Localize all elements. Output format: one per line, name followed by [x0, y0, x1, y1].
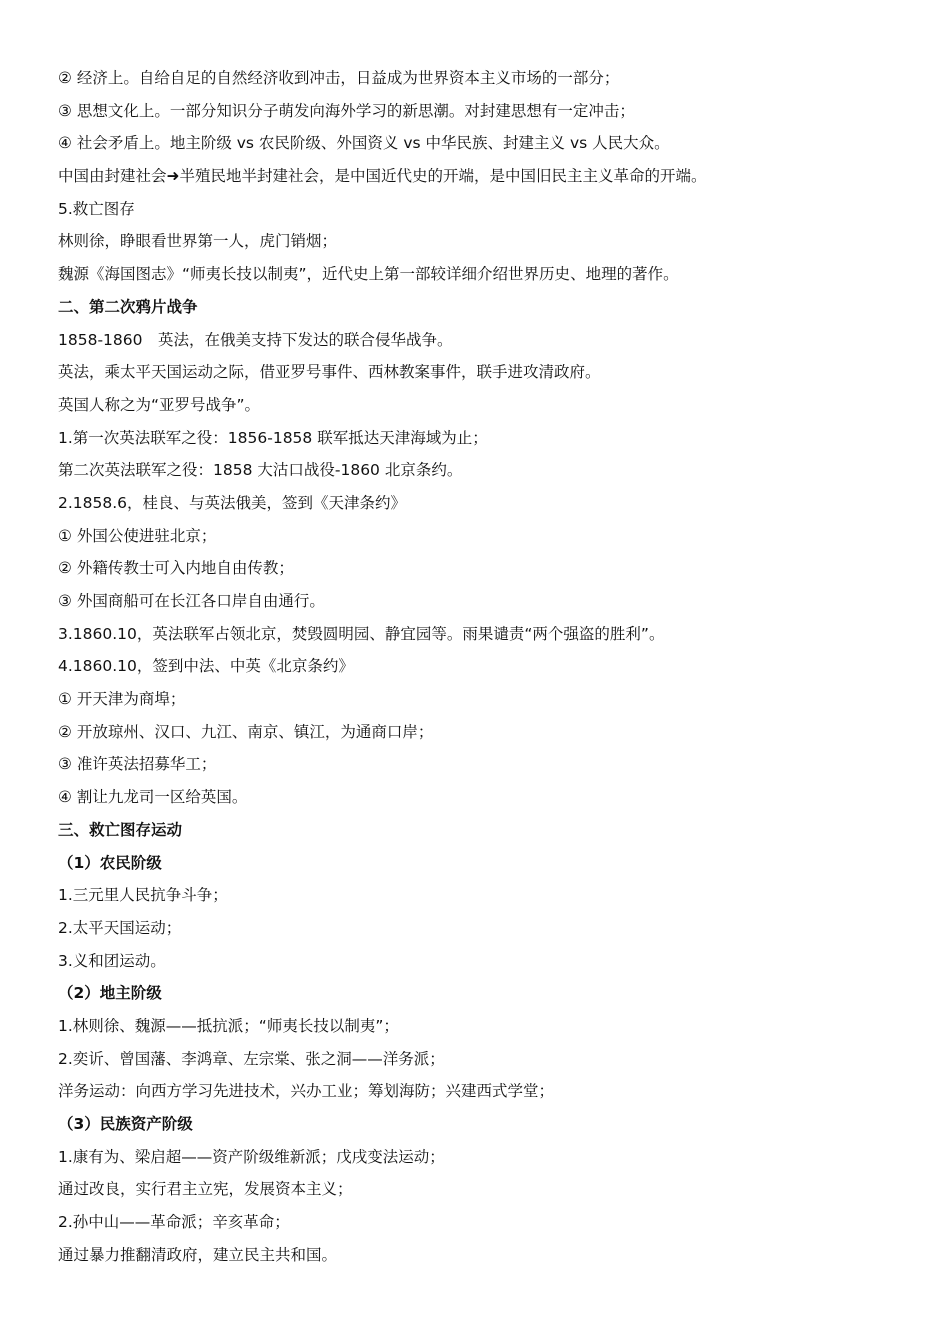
text-line: 洋务运动：向西方学习先进技术，兴办工业；筹划海防；兴建西式学堂；: [58, 1082, 555, 1101]
text-line: 1.林则徐、魏源——抵抗派；“师夷长技以制夷”；: [58, 1016, 399, 1035]
text-line: 5.救亡图存: [58, 199, 135, 218]
text-line: 4.1860.10，签到中法、中英《北京条约》: [58, 657, 354, 676]
text-line: 第二次英法联军之役：1858 大沽口战役-1860 北京条约。: [58, 461, 463, 480]
text-line: 林则徐，睁眼看世界第一人，虎门销烟；: [58, 232, 338, 251]
text-line: ③ 思想文化上。一部分知识分子萌发向海外学习的新思潮。对封建思想有一定冲击；: [58, 101, 635, 120]
text-line: ② 外籍传教士可入内地自由传教；: [58, 559, 294, 578]
text-line: 英法，乘太平天国运动之际，借亚罗号事件、西林教案事件，联手进攻清政府。: [58, 363, 601, 382]
text-line: 2.1858.6，桂良、与英法俄美，签到《天津条约》: [58, 493, 407, 512]
text-line: 1858-1860 英法，在俄美支持下发达的联合侵华战争。: [58, 330, 453, 349]
text-line: 2.孙中山——革命派；辛亥革命；: [58, 1213, 290, 1232]
text-line: 3.1860.10，英法联军占领北京，焚毁圆明园、静宜园等。雨果谴责“两个强盗的胜利”。: [58, 624, 665, 643]
text-line: 通过改良，实行君主立宪，发展资本主义；: [58, 1180, 353, 1199]
document-body: [58, 62, 918, 1271]
subsection-heading: （1）农民阶级: [58, 853, 162, 872]
text-line: ③ 准许英法招募华工；: [58, 755, 217, 774]
text-line: 魏源《海国图志》“师夷长技以制夷”，近代史上第一部较详细介绍世界历史、地理的著作。: [58, 265, 679, 284]
text-line: ① 开天津为商埠；: [58, 690, 186, 709]
text-line: ④ 割让九龙司一区给英国。: [58, 788, 248, 807]
section-heading: 三、救亡图存运动: [58, 820, 183, 839]
subsection-heading: （2）地主阶级: [58, 984, 162, 1003]
section-heading: 二、第二次鸦片战争: [58, 297, 198, 316]
text-line: 1.三元里人民抗争斗争；: [58, 886, 228, 905]
text-line: ② 开放琼州、汉口、九江、南京、镇江，为通商口岸；: [58, 722, 434, 741]
text-line: ③ 外国商船可在长江各口岸自由通行。: [58, 592, 325, 610]
text-line: ① 外国公使进驻北京；: [58, 526, 217, 545]
text-line: 1.康有为、梁启超——资产阶级维新派；戊戌变法运动；: [58, 1147, 445, 1166]
text-line: 2.太平天国运动；: [58, 918, 182, 937]
text-line: ④ 社会矛盾上。地主阶级 vs 农民阶级、外国资义 vs 中华民族、封建主义 vs 人民大众。: [58, 134, 670, 153]
text-line: 2.奕䜣、曾国藩、李鸿章、左宗棠、张之洞——洋务派；: [58, 1049, 445, 1068]
text-line: 中国由封建社会➜半殖民地半封建社会，是中国近代史的开端，是中国旧民主主义革命的开端。: [58, 167, 707, 186]
subsection-heading: （3）民族资产阶级: [58, 1115, 193, 1133]
text-line: 通过暴力推翻清政府，建立民主共和国。: [58, 1245, 338, 1264]
text-line: 3.义和团运动。: [58, 951, 166, 970]
text-line: 1.第一次英法联军之役：1856-1858 联军抵达天津海域为止；: [58, 428, 488, 447]
text-line: 英国人称之为“亚罗号战争”。: [58, 395, 261, 414]
text-line: ② 经济上。自给自足的自然经济收到冲击，日益成为世界资本主义市场的一部分；: [58, 69, 620, 87]
